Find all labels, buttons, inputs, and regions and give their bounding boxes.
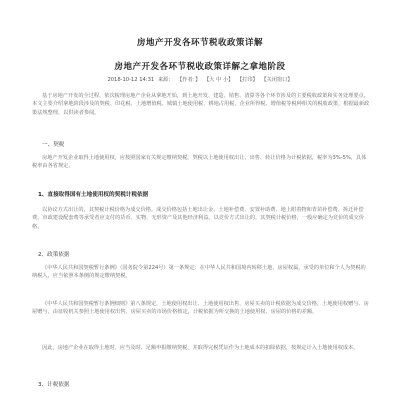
subsection-heading-basis: 3、计税依据 [38,382,70,388]
article-subtitle: 房地产开发各环节税收政策详解之拿地阶段 [114,62,286,72]
source-label: 来源： [157,77,174,83]
author-label: 【作者：】 [177,77,201,83]
article-title: 房地产开发各环节税收政策详解 [136,38,263,48]
deed-tax-paragraph: 房地产开发企业取得土地使用权，应按照国家有关规定缴纳契税。契税以土地使用权出让、出售、转让价格为计税依据，税率为3%-5%，具体税率由各省规定。 [32,155,367,170]
article-meta [0,76,400,83]
close-window-link[interactable]: 【关闭窗口】 [261,77,293,83]
section-heading-deed-tax: 一、契税 [42,142,65,148]
font-size-switch[interactable]: 【大 中 小】 [204,77,234,83]
regulation-paragraph: 《中华人民共和国契税暂行条例细则》第八条规定，土地使用权出让、土地使用权出售、房屋买卖的计税依据为成交价格，土地使用权赠与、房屋赠与，由征收机关参照土地使用权出售、房屋买卖的市场价格核定，计税依据为所交换的土地使用权、房屋的价格的差额。 [32,301,369,316]
intro-paragraph: 基于房地产开发的全过程，依次梳理房地产企业从拿地开始，到土地开发、建造、销售、清算等各个环节涉及的主要税收政策和实务处理要点，本文主要介绍拿地阶段涉及的契税、印花税、土地增值税、城镇土地使用税、耕地占用税、企业所得税、增值税等税种相关的税收政策，根据最新政策法规整理，以供读者参阅。 [32,93,370,116]
publish-date: 2018-10-12 14:31 [107,77,155,83]
subsection-heading-policy: 2、政策依据 [38,252,70,258]
tax-basis-paragraph: 以协议方式出让的，其契税计税价格为成交价格。成交价格包括土地出让金、土地补偿费、安置补助费、地上附着物和青苗补偿费、拆迁补偿费、市政建设配套费等承受者应支付的货币、实物、无形资产及其他经济利益。以竞价方式出让的，其契税计税价格，一般应确定为竞价的成交价格。 [32,207,365,230]
conclusion-paragraph: 因此，房地产企业在取得土地时，应当及时、足额申报缴纳契税，并取得完税凭证作为土地成本的扣除依据，按规定计入土地使用权成本。 [42,345,359,351]
policy-paragraph: 《中华人民共和国契税暂行条例》（国务院令第224号）第一条规定：在中华人民共和国境内转移土地、房屋权属，承受的单位和个人为契税的纳税人，应当依照本条例的规定缴纳契税。 [32,265,366,280]
print-link[interactable]: 【打印】 [236,77,258,83]
subsection-heading-tax-basis: 1、直接取得国有土地使用权的契税计税依据 [38,192,149,198]
